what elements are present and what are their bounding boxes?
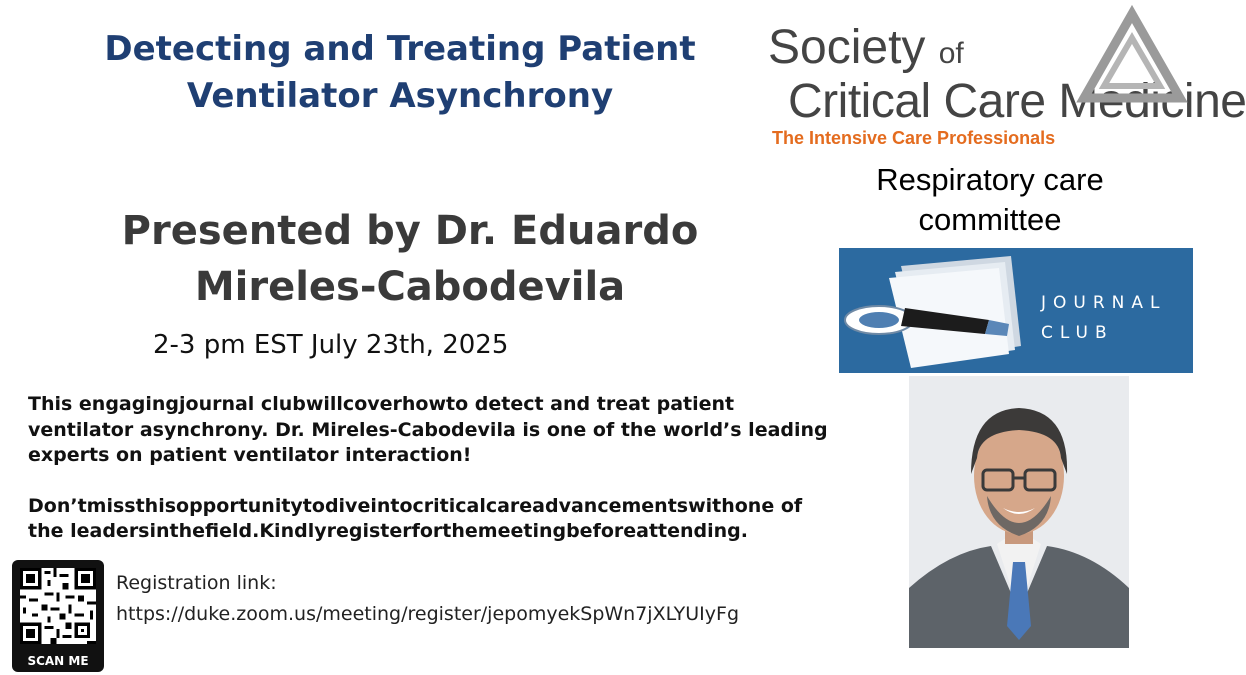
registration-label: Registration link: <box>116 572 277 594</box>
journal-club-banner <box>839 248 1193 373</box>
event-description <box>28 392 888 545</box>
cta-line: the leadersinthefield.Kindlyregisterforthemeetingbeforeattending. <box>28 520 749 542</box>
description-line: experts on patient ventilator interaction! <box>28 444 472 466</box>
cta-line: Don’tmissthisopportunitytodiveintocriticalcareadvancementswithone of <box>28 494 803 517</box>
committee-label <box>840 160 1140 240</box>
registration-block <box>116 568 739 630</box>
presenter-photo <box>909 376 1129 648</box>
description-line: This engagingjournal clubwillcoverhowto detect and treat patient <box>28 393 735 415</box>
committee-line2: committee <box>918 202 1062 237</box>
sccm-logo-of: of <box>938 37 964 70</box>
committee-line1: Respiratory care <box>876 162 1104 197</box>
sccm-logo-line2: Critical Care Medicine <box>788 75 1246 128</box>
journal-pages-icon <box>839 248 1029 373</box>
presenter-line2: Mireles-Cabodevila <box>194 264 626 310</box>
qr-code[interactable] <box>12 560 104 672</box>
event-title <box>40 26 760 120</box>
event-title-line2: Ventilator Asynchrony <box>186 76 614 116</box>
presenter-line1: Presented by Dr. Eduardo <box>121 208 699 254</box>
sccm-logo <box>766 12 1246 152</box>
sccm-triangle-icon <box>1082 12 1182 100</box>
registration-link[interactable]: https://duke.zoom.us/meeting/register/jepomyekSpWn7jXLYUIyFg <box>116 603 740 625</box>
qr-scan-caption: SCAN ME <box>27 654 89 668</box>
sccm-logo-tagline: The Intensive Care Professionals <box>772 128 1056 148</box>
presenter-heading <box>60 203 760 315</box>
event-datetime: 2-3 pm EST July 23th, 2025 <box>153 330 509 360</box>
description-line: ventilator asynchrony. Dr. Mireles-Cabodevila is one of the world’s leading <box>28 418 828 441</box>
event-title-line1: Detecting and Treating Patient <box>104 29 696 69</box>
qr-code-image <box>20 568 96 644</box>
journal-club-line2: CLUB <box>1041 323 1114 343</box>
sccm-logo-line1: Society <box>768 21 926 74</box>
journal-club-line1: JOURNAL <box>1041 293 1167 313</box>
